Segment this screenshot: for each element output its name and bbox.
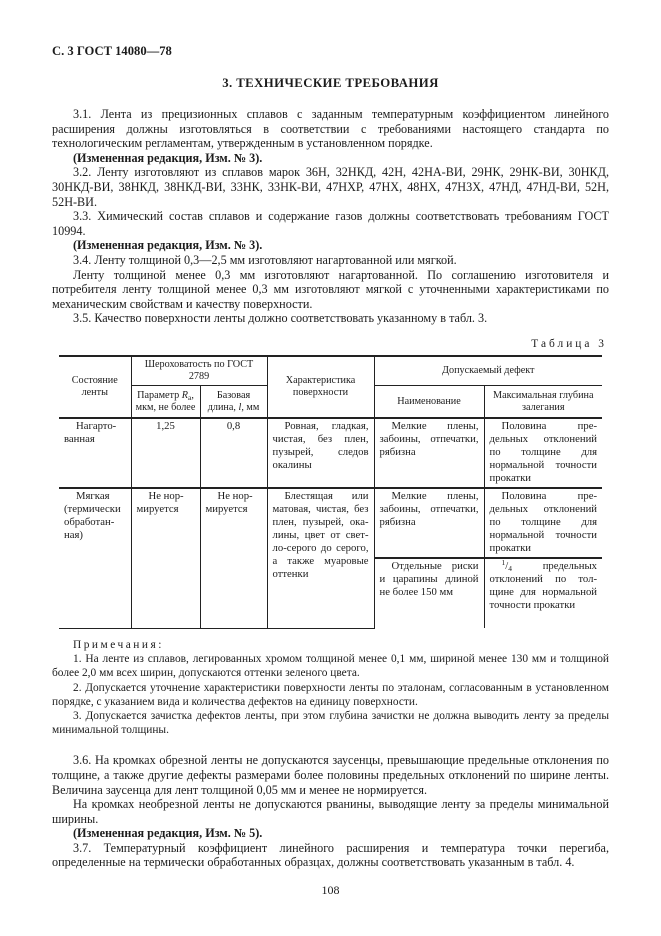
cell-state-soft: Мягкая (термически обработанная) (59, 488, 131, 628)
paragraph-3-7: 3.7. Температурный коэффициент линейного расширения и температура точки перегиба, определенные на термически обработанных образцах, должны соответствовать указанным в табл. 4. (52, 840, 609, 870)
cell-surface-soft: Блестящая или матовая, чистая, без плен, пузырей, окалины, цвет от светло-серого до серого, а также муаровые оттенки (267, 488, 374, 628)
paragraph-3-4: 3.4. Ленту толщиной 0,3—2,5 мм изготовляют нагартованной или мягкой. (73, 252, 457, 267)
revision-note-izm3-a: (Измененная редакция, Изм. № 3). (73, 150, 263, 165)
bottom-paragraphs (52, 753, 609, 870)
revision-note-izm3-b: (Измененная редакция, Изм. № 3). (73, 238, 263, 253)
page-number: 108 (321, 883, 340, 898)
paragraph-3-6: 3.6. На кромках обрезной ленты не допускаются заусенцы, превышающие предельные отклонения по толщине, а также другие дефекты размерами более половины предельных отклонений по ширине ленты. Величина заусенца для лент толщиной 0,05 мм и менее не нормируется. (52, 753, 609, 797)
col-header-defect-group: Допускаемый дефект (374, 356, 602, 386)
cell-length-soft: Не нормируется (200, 488, 267, 628)
note-item-3: 3. Допускается зачистка дефектов ленты, при этом глубина зачистки не должна выводить ленту за пределы минимальной толщины. (52, 709, 609, 737)
cell-length-hardened: 0,8 (200, 418, 267, 488)
section-title: 3. ТЕХНИЧЕСКИЕ ТРЕБОВАНИЯ (222, 76, 439, 90)
paragraph-3-1: 3.1. Лента из прецизионных сплавов с заданным температурным коэффициентом линейного расширения должны изготовляться в соответствии с требованиями настоящего стандарта по технологическим регламентам, утвержденным в установленном порядке. (52, 107, 609, 151)
running-header: С. 3 ГОСТ 14080—78 (52, 44, 172, 58)
col-header-defect-name: Наименование (374, 385, 484, 418)
col-header-surface: Характеристика поверхности (267, 356, 374, 419)
cell-param-hardened: 1,25 (131, 418, 200, 488)
surface-quality-table (59, 355, 602, 629)
paragraph-3-5: 3.5. Качество поверхности ленты должно соответствовать указанному в табл. 3. (73, 311, 488, 326)
table-row-hardened (59, 418, 602, 488)
cell-defect-depth-soft-1: Половина предельных отклонений по толщине для нормальной точности прокатки (484, 488, 602, 558)
cell-defect-depth-hardened: Половина предельных отклонений по толщине для нормальной точности прокатки (484, 418, 602, 488)
cell-defect-name-soft-1: Мелкие плены, забоины, отпечатки, рябизна (374, 488, 484, 558)
top-paragraphs (52, 107, 609, 326)
table-row-soft (59, 488, 602, 558)
page-content (52, 0, 609, 898)
col-header-roughness-group: Шероховатость по ГОСТ 2789 (131, 356, 267, 386)
cell-defect-name-soft-2: Отдельные риски и царапины длиной не более 150 мм (374, 558, 484, 628)
cell-defect-name-hardened: Мелкие плены, забоины, отпечатки, рябизна (374, 418, 484, 488)
col-header-state: Состояние ленты (59, 356, 131, 419)
note-item-1: 1. На ленте из сплавов, легированных хромом толщиной менее 0,1 мм, шириной менее 130 мм и толщиной более 2,0 мм всех ширин, допускаются оттенки зеленого цвета. (52, 653, 609, 680)
cell-defect-depth-soft-2: $^1/_4$ предельных отклонений по толщине для нормальной точности прокатки (484, 558, 602, 628)
table-caption: Таблица 3 (531, 337, 607, 350)
notes-title: Примечания: (73, 638, 164, 651)
col-header-defect-depth: Максимальная глубина залегания (484, 385, 602, 418)
col-header-param-ra: Параметр $R_a$, мкм, не более (131, 385, 200, 418)
paragraph-3-3: 3.3. Химический состав сплавов и содержание газов должны соответствовать требованиям ГОСТ 10994. (52, 209, 609, 238)
paragraph-3-4-cont: Ленту толщиной менее 0,3 мм изготовляют нагартованной. По соглашению изготовителя и потребителя ленту толщиной менее 0,3 мм изготовляют мягкой с уточненными характеристиками по механическим свойствам и качеству поверхности. (52, 267, 609, 311)
note-item-2: 2. Допускается уточнение характеристики поверхности ленты по эталонам, согласованным в установленном порядке, с указанием вида и количества дефектов на единицу поверхности. (52, 681, 609, 708)
paragraph-3-6-cont: На кромках необрезной ленты не допускаются рванины, выводящие ленту за пределы минимальной ширины. (52, 797, 609, 826)
revision-note-izm5: (Измененная редакция, Изм. № 5). (73, 826, 263, 841)
cell-state-hardened: Нагартованная (59, 418, 131, 488)
paragraph-3-2: 3.2. Ленту изготовляют из сплавов марок 36Н, 32НКД, 42Н, 42НА-ВИ, 29НК, 29НК-ВИ, 30НКД, 30НКД-ВИ, 38НКД, 38НКД-ВИ, 33НК, 33НК-ВИ, 47НХР, 47НХ, 48НХ, 47Н3Х, 47НД, 47НД-ВИ, 52Н, 52Н-ВИ. (52, 165, 609, 209)
notes-section (52, 638, 609, 737)
col-header-base-length: Базовая длина, l, мм (200, 385, 267, 418)
cell-surface-hardened: Ровная, гладкая, чистая, без плен, пузырей, следов окалины (267, 418, 374, 488)
cell-param-soft: Не нормируется (131, 488, 200, 628)
